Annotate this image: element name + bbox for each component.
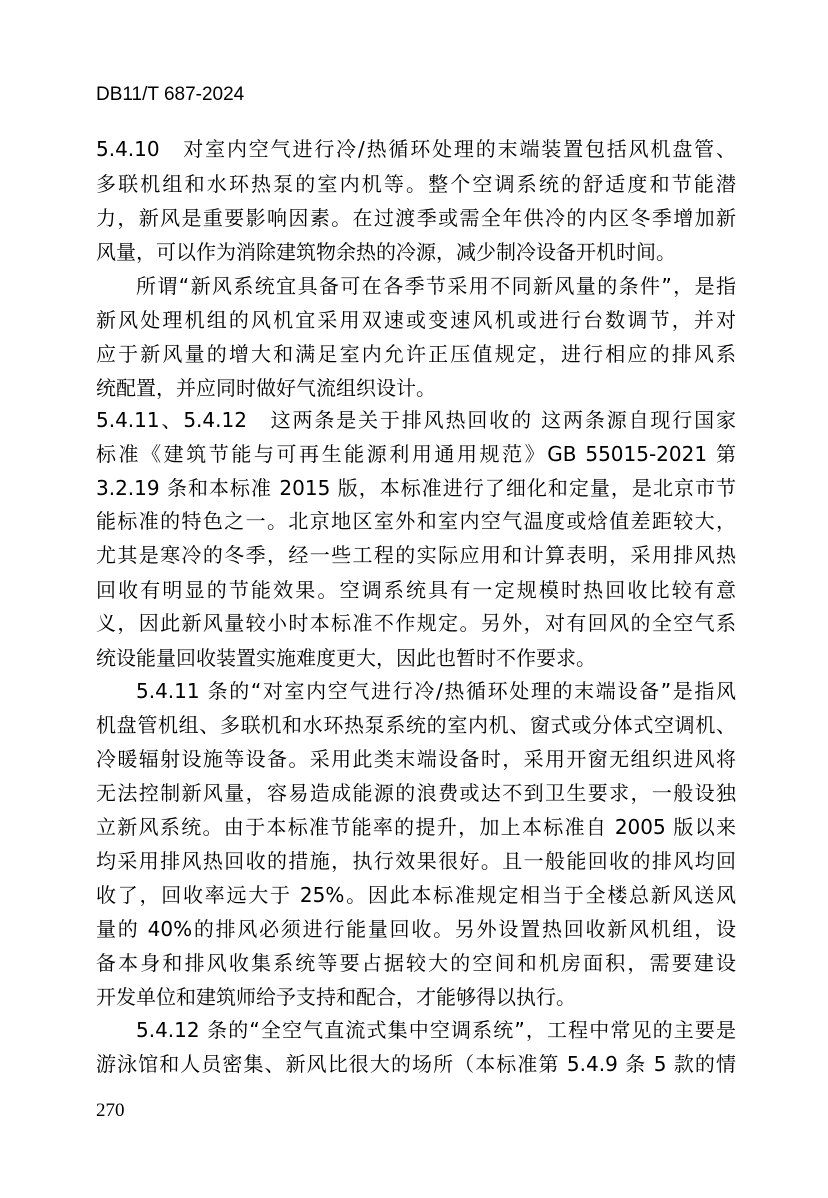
paragraph-line: 5.4.12 条的“全空气直流式集中空调系统”，工程中常见的主要是 — [136, 1019, 736, 1041]
paragraph-line: 风量，可以作为消除建筑物余热的冷源，减少制冷设备开机时间。 — [96, 241, 676, 263]
paragraph-line: 游泳馆和人员密集、新风比很大的场所（本标准第 5.4.9 条 5 款的情 — [96, 1053, 736, 1075]
paragraph-line: 5.4.10 对室内空气进行冷/热循环处理的末端装置包括风机盘管、 — [96, 138, 736, 160]
paragraph-line: 3.2.19 条和本标准 2015 版，本标准进行了细化和定量，是北京市节 — [96, 477, 736, 499]
paragraph-line: 均采用排风热回收的措施，执行效果很好。且一般能回收的排风均回 — [96, 850, 736, 872]
paragraph-line: 所谓“新风系统宜具备可在各季节采用不同新风量的条件”，是指 — [136, 275, 736, 297]
paragraph-line: 能标准的特色之一。北京地区室外和室内空气温度或焓值差距较大， — [96, 510, 736, 532]
paragraph-line: 义，因此新风量较小时本标准不作规定。另外，对有回风的全空气系 — [96, 612, 736, 634]
paragraph-line: 回收有明显的节能效果。空调系统具有一定规模时热回收比较有意 — [96, 579, 736, 601]
paragraph-line: 机盘管机组、多联机和水环热泵系统的室内机、窗式或分体式空调机、 — [96, 714, 736, 736]
paragraph-line: 统配置，并应同时做好气流组织设计。 — [96, 377, 436, 399]
paragraph-line: 立新风系统。由于本标准节能率的提升，加上本标准自 2005 版以来 — [96, 816, 736, 838]
paragraph-line: 开发单位和建筑师给予支持和配合，才能够得以执行。 — [96, 986, 576, 1008]
paragraph-line: 收了，回收率远大于 25%。因此本标准规定相当于全楼总新风送风 — [96, 884, 736, 906]
paragraph-line: 5.4.11、5.4.12 这两条是关于排风热回收的 这两条源自现行国家 — [96, 409, 736, 431]
paragraph-line: 备本身和排风收集系统等要占据较大的空间和机房面积，需要建设 — [96, 952, 736, 974]
paragraph-line: 标准《建筑节能与可再生能源利用通用规范》GB 55015-2021 第 — [96, 443, 736, 465]
page-number: 270 — [96, 1100, 125, 1121]
paragraph-line: 冷暖辐射设施等设备。采用此类末端设备时，采用开窗无组织进风将 — [96, 748, 736, 770]
paragraph-line: 应于新风量的增大和满足室内允许正压值规定，进行相应的排风系 — [96, 343, 736, 365]
paragraph-line: 5.4.11 条的“对室内空气进行冷/热循环处理的末端设备”是指风 — [136, 680, 736, 702]
paragraph-line: 尤其是寒冷的冬季，经一些工程的实际应用和计算表明，采用排风热 — [96, 544, 736, 566]
paragraph-line: 新风处理机组的风机宜采用双速或变速风机或进行台数调节，并对 — [96, 309, 736, 331]
paragraph-line: 多联机组和水环热泵的室内机等。整个空调系统的舒适度和节能潜 — [96, 173, 736, 195]
paragraph-line: 力，新风是重要影响因素。在过渡季或需全年供冷的内区冬季增加新 — [96, 207, 736, 229]
paragraph-line: 无法控制新风量，容易造成能源的浪费或达不到卫生要求，一般设独 — [96, 782, 736, 804]
paragraph-line: 统设能量回收装置实施难度更大，因此也暂时不作要求。 — [96, 647, 596, 669]
paragraph-line: 量的 40%的排风必须进行能量回收。另外设置热回收新风机组，设 — [96, 918, 736, 940]
standard-code-header: DB11/T 687-2024 — [96, 84, 245, 105]
